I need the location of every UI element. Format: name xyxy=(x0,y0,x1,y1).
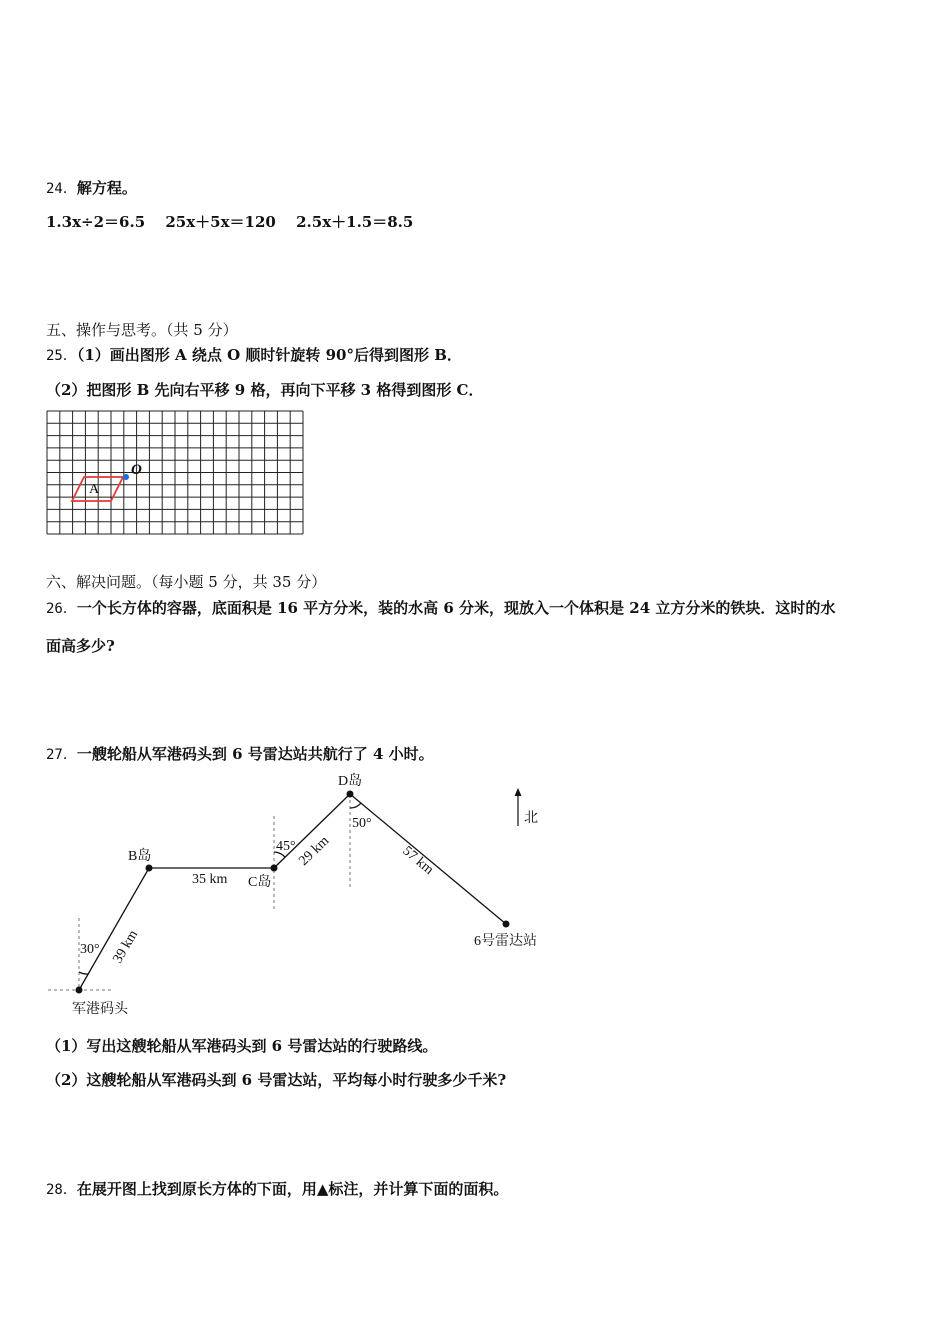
north-label: 北 xyxy=(524,811,538,826)
b-island-point xyxy=(146,865,153,872)
d-island-label: D岛 xyxy=(338,774,363,789)
q24-title: 解方程。 xyxy=(76,179,137,197)
q28-title: 在展开图上找到原长方体的下面，用▲标注，并计算下面的面积。 xyxy=(76,1180,509,1198)
q25-part1-line xyxy=(46,344,462,365)
d-island-point xyxy=(347,791,354,798)
c-island-label: C岛 xyxy=(248,875,272,890)
radar-point xyxy=(503,921,510,928)
q24-equations: 1.3x÷2＝6.5 25x＋5x＝120 2.5x＋1.5＝8.5 xyxy=(46,213,414,231)
point-o-label: O xyxy=(131,462,142,478)
q27-part2: （2）这艘轮船从军港码头到 6 号雷达站，平均每小时行驶多少千米? xyxy=(46,1071,507,1089)
distance-39-label: 39 km xyxy=(110,927,142,966)
shape-a-label: A xyxy=(89,482,100,497)
q24-heading xyxy=(46,177,137,198)
q27-heading xyxy=(46,743,434,764)
point-o xyxy=(123,474,129,480)
q27-title: 一艘轮船从军港码头到 6 号雷达站共航行了 4 小时。 xyxy=(76,745,434,763)
section5-heading: 五、操作与思考。（共 5 分） xyxy=(46,321,238,339)
q27-part1: （1）写出这艘轮船从军港码头到 6 号雷达站的行驶路线。 xyxy=(46,1037,438,1055)
north-arrow xyxy=(515,788,539,826)
distance-29-label: 29 km xyxy=(296,833,333,869)
angle-arc-50 xyxy=(350,803,361,808)
q28-number: 28． xyxy=(46,1182,77,1198)
distance-35-label: 35 km xyxy=(192,872,228,887)
section6-heading: 六、解决问题。（每小题 5 分，共 35 分） xyxy=(46,573,327,591)
angle-50-label: 50° xyxy=(352,816,372,831)
route-harbor-b xyxy=(79,868,149,990)
q26-number: 26． xyxy=(46,601,77,617)
b-island-label: B岛 xyxy=(128,849,152,864)
q25-part1: （1）画出图形 A 绕点 O 顺时针旋转 90°后得到图形 B． xyxy=(76,346,462,364)
q28-heading xyxy=(46,1178,508,1199)
q26-line1 xyxy=(46,597,835,618)
angle-45-label: 45° xyxy=(276,839,296,854)
q26-line2: 面高多少? xyxy=(46,637,115,655)
route-map xyxy=(40,768,580,1023)
radar-label: 6号雷达站 xyxy=(474,934,537,949)
distance-57-label: 57 km xyxy=(399,843,437,878)
q24-number: 24． xyxy=(46,181,77,197)
harbor-label: 军港码头 xyxy=(72,1002,128,1017)
q27-number: 27． xyxy=(46,747,77,763)
rotation-grid xyxy=(46,410,304,540)
angle-arc-30 xyxy=(79,972,88,974)
angle-30-label: 30° xyxy=(80,942,100,957)
harbor-point xyxy=(76,987,83,994)
q25-part2: （2）把图形 B 先向右平移 9 格，再向下平移 3 格得到图形 C． xyxy=(46,381,484,399)
q25-number: 25． xyxy=(46,348,77,364)
grid-lines xyxy=(47,411,303,534)
q26-text-line1: 一个长方体的容器，底面积是 16 平方分米，装的水高 6 分米，现放入一个体积是 24 立方分米的铁块．这时的水 xyxy=(76,599,836,617)
c-island-point xyxy=(271,865,278,872)
